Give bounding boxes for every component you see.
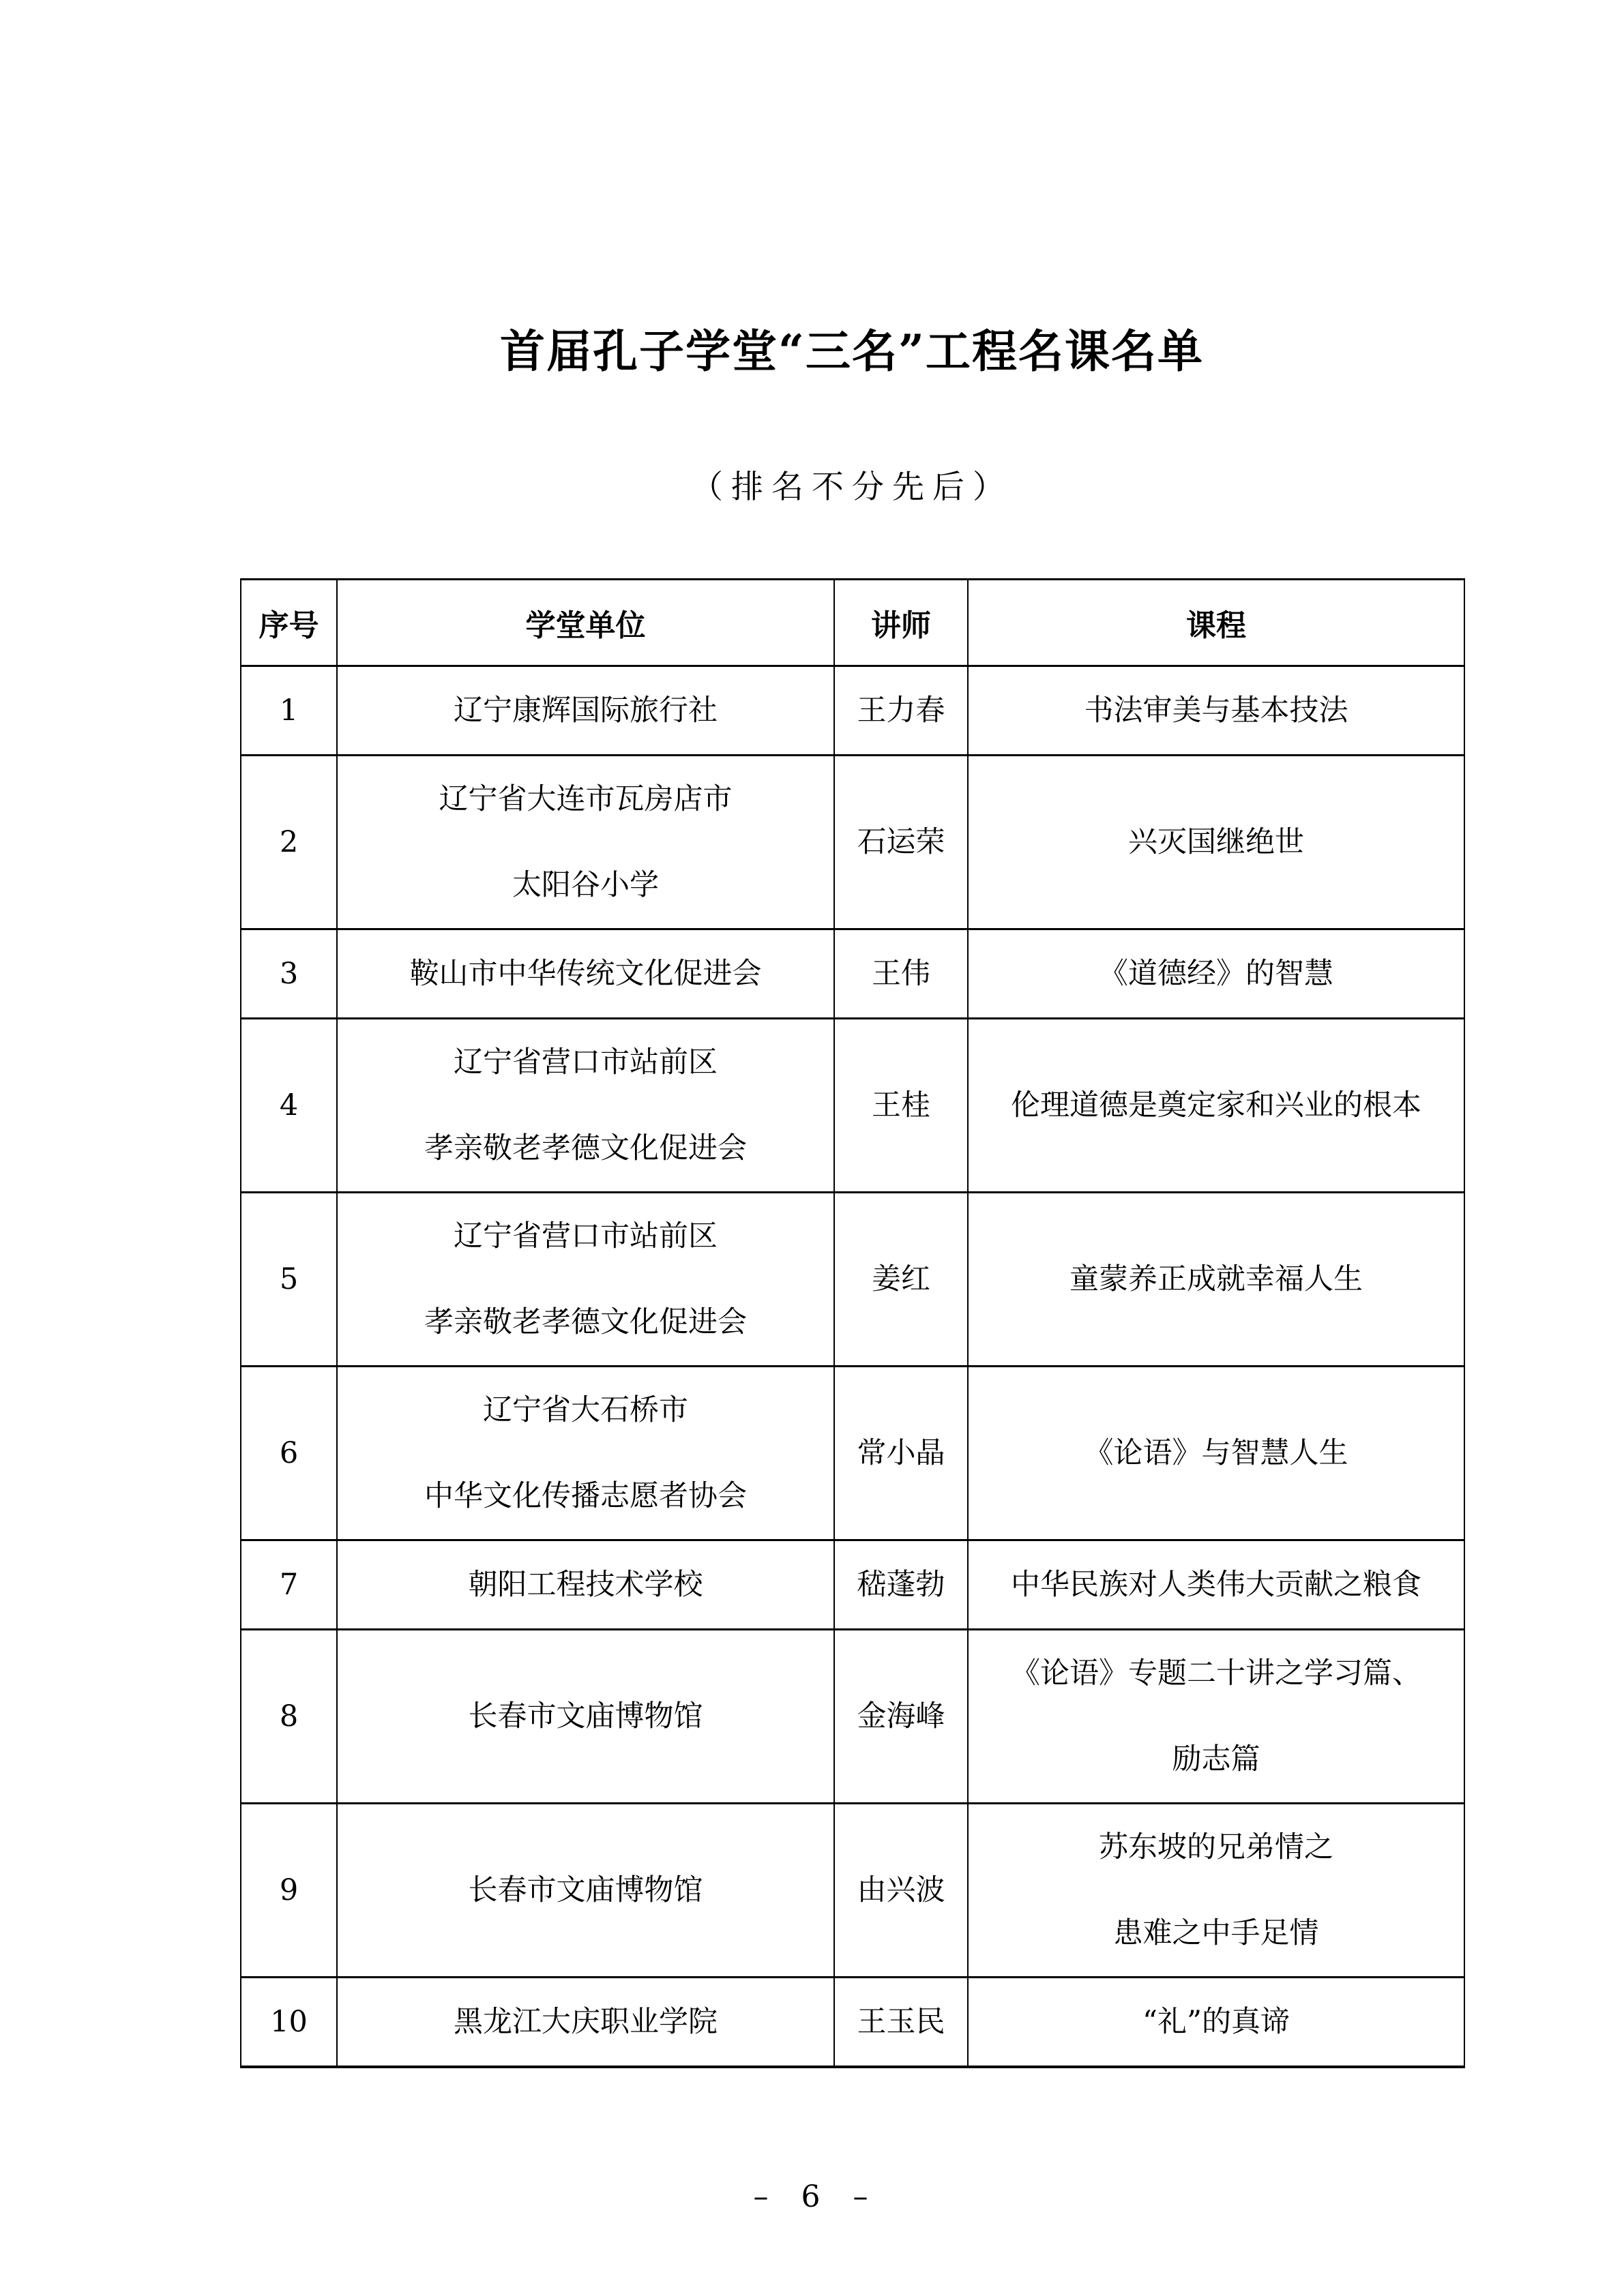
unit-cell: [337, 756, 834, 929]
unit-cell-line: 孝亲敬老孝德文化促进会: [424, 1131, 747, 1165]
unit-cell-line: 长春市文庙博物馆: [468, 1873, 703, 1907]
lecturer-cell-line: 由兴波: [857, 1873, 945, 1907]
lecturer-cell-line: 金海峰: [857, 1699, 945, 1733]
unit-cell-line: 辽宁康辉国际旅行社: [454, 694, 718, 728]
course-cell: [968, 1019, 1464, 1193]
lecturer-cell-line: 王力春: [857, 694, 945, 728]
course-cell: [968, 756, 1464, 929]
lecturer-cell: [834, 1367, 968, 1540]
course-cell: [968, 1367, 1464, 1540]
course-cell-line: 患难之中手足情: [1113, 1916, 1319, 1950]
lecturer-cell-line: 王玉民: [857, 2005, 945, 2039]
course-cell-line: 《论语》与智慧人生: [1084, 1436, 1348, 1470]
unit-cell-line: 长春市文庙博物馆: [468, 1699, 703, 1733]
unit-cell-line: 中华文化传播志愿者协会: [424, 1479, 747, 1513]
lecturer-cell-line: 姜红: [872, 1262, 930, 1296]
unit-cell-line: 辽宁省大连市瓦房店市: [439, 782, 733, 816]
course-cell: [968, 929, 1464, 1019]
unit-cell-line: 鞍山市中华传统文化促进会: [409, 957, 762, 991]
seq-no-cell-line: 8: [279, 1699, 299, 1733]
page-title: 首届孔子学堂“三名”工程名课名单: [500, 325, 1204, 378]
lecturer-cell-line: 石运荣: [857, 825, 945, 859]
unit-cell-line: 辽宁省大石桥市: [483, 1393, 688, 1427]
seq-no-cell-line: 2: [279, 825, 299, 859]
course-cell-line: 励志篇: [1172, 1742, 1260, 1776]
seq-no-cell-line: 9: [279, 1873, 299, 1907]
lecturer-cell: [834, 929, 968, 1019]
course-cell-line: “礼”的真谛: [1142, 2005, 1290, 2039]
course-cell-line: 苏东坡的兄弟情之: [1099, 1830, 1333, 1864]
seq-no-cell-line: 5: [279, 1262, 299, 1296]
table-row: [241, 1193, 1464, 1367]
seq-no-cell: [241, 1367, 337, 1540]
unit-cell-line: 辽宁省营口市站前区: [454, 1219, 718, 1253]
lecturer-cell: [834, 1804, 968, 1978]
lecturer-cell: [834, 1978, 968, 2068]
lecturer-cell-line: 常小晶: [857, 1436, 945, 1470]
seq-no-cell: [241, 1019, 337, 1193]
course-cell-line: 伦理道德是奠定家和兴业的根本: [1011, 1088, 1421, 1122]
lecturer-cell: [834, 1019, 968, 1193]
table-row: [241, 1019, 1464, 1193]
course-cell-line: 中华民族对人类伟大贡献之粮食: [1011, 1568, 1421, 1602]
lecturer-cell: [834, 756, 968, 929]
table-row: [241, 1630, 1464, 1804]
lecturer-cell: [834, 1193, 968, 1367]
table-row: [241, 756, 1464, 929]
unit-cell-line: 孝亲敬老孝德文化促进会: [424, 1305, 747, 1339]
table-row: [241, 1540, 1464, 1630]
seq-no-cell: [241, 929, 337, 1019]
unit-cell-line: 辽宁省营口市站前区: [454, 1045, 718, 1079]
table-header-row: [241, 580, 1464, 666]
seq-no-cell-line: 4: [279, 1088, 299, 1122]
course-cell: [968, 1193, 1464, 1367]
unit-cell: [337, 1804, 834, 1978]
course-cell: [968, 1630, 1464, 1804]
course-cell: [968, 1978, 1464, 2068]
seq-no-cell: [241, 1193, 337, 1367]
unit-cell-line: 太阳谷小学: [512, 868, 659, 902]
seq-no-cell: [241, 756, 337, 929]
page-subtitle: （排名不分先后）: [691, 468, 1013, 506]
seq-no-cell-line: 6: [279, 1436, 299, 1470]
unit-cell: [337, 1193, 834, 1367]
course-cell: [968, 1804, 1464, 1978]
course-cell: [968, 1540, 1464, 1630]
seq-no-cell-line: 7: [279, 1568, 299, 1602]
unit-cell: [337, 929, 834, 1019]
table-row: [241, 1367, 1464, 1540]
seq-no-cell-line: 10: [270, 2005, 308, 2039]
unit-cell: [337, 1540, 834, 1630]
lecturer-cell-line: 嵇蓬勃: [857, 1568, 945, 1602]
unit-cell: [337, 1978, 834, 2068]
lecturer-cell: [834, 1540, 968, 1630]
lecturer-cell: [834, 1630, 968, 1804]
unit-cell: [337, 1019, 834, 1193]
course-cell-line: 书法审美与基本技法: [1084, 694, 1348, 728]
table-row: [241, 929, 1464, 1019]
lecturer-cell-line: 王伟: [872, 957, 930, 991]
seq-no-cell: [241, 1804, 337, 1978]
page-number: – 6 –: [753, 2179, 871, 2214]
course-cell-line: 《道德经》的智慧: [1099, 957, 1333, 991]
seq-no-cell: [241, 1978, 337, 2068]
unit-cell-line: 朝阳工程技术学校: [468, 1568, 703, 1602]
lecturer-cell: [834, 666, 968, 756]
table-row: [241, 1804, 1464, 1978]
table-body: [241, 666, 1464, 2068]
course-cell: [968, 666, 1464, 756]
course-table: [240, 578, 1465, 2068]
course-cell-line: 兴灭国继绝世: [1128, 825, 1304, 859]
course-cell-line: 童蒙养正成就幸福人生: [1069, 1262, 1363, 1296]
seq-no-cell: [241, 666, 337, 756]
lecturer-cell-line: 王桂: [872, 1088, 930, 1122]
header-course: 课程: [968, 580, 1464, 666]
header-lecturer: 讲师: [834, 580, 968, 666]
unit-cell: [337, 1630, 834, 1804]
seq-no-cell: [241, 1630, 337, 1804]
header-unit: 学堂单位: [337, 580, 834, 666]
unit-cell: [337, 1367, 834, 1540]
table-row: [241, 1978, 1464, 2068]
seq-no-cell-line: 3: [279, 957, 299, 991]
unit-cell-line: 黑龙江大庆职业学院: [454, 2005, 718, 2039]
seq-no-cell-line: 1: [279, 694, 299, 728]
table-row: [241, 666, 1464, 756]
seq-no-cell: [241, 1540, 337, 1630]
header-seq-no: 序号: [241, 580, 337, 666]
unit-cell: [337, 666, 834, 756]
course-cell-line: 《论语》专题二十讲之学习篇、: [1011, 1656, 1421, 1690]
